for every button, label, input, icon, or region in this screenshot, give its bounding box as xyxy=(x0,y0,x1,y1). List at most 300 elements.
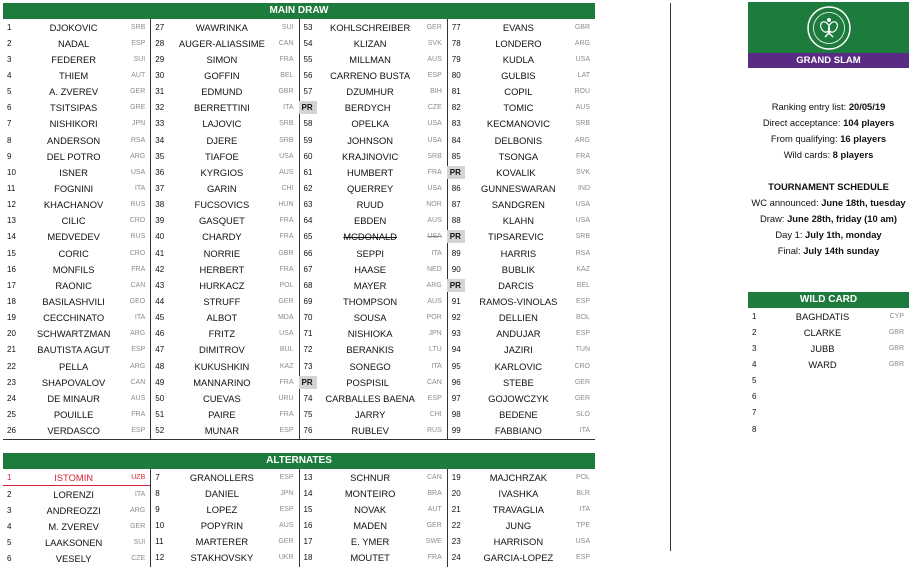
player-row xyxy=(151,84,298,100)
country-code: GER xyxy=(574,394,590,402)
seed-number: 93 xyxy=(451,329,461,339)
player-name: NISHIKORI xyxy=(49,118,98,130)
country-code: BRA xyxy=(427,489,442,497)
schedule-title: TOURNAMENT SCHEDULE xyxy=(768,181,889,192)
player-name: ALBOT xyxy=(206,312,238,324)
seed-number: 17 xyxy=(303,537,313,547)
player-row xyxy=(448,180,595,196)
player-name: DJERE xyxy=(206,134,238,146)
player-row xyxy=(3,197,150,213)
player-name: TRAVAGLIA xyxy=(492,503,544,515)
wc-announced-line: WC announced: June 18th, tuesday xyxy=(751,197,906,209)
player-row xyxy=(448,293,595,309)
country-code: FRA xyxy=(279,233,294,241)
seed-number: 78 xyxy=(451,38,461,48)
player-name: DARCIS xyxy=(498,279,534,291)
grand-slam-banner: GRAND SLAM xyxy=(748,53,909,68)
country-code: ROU xyxy=(574,88,590,96)
seed-number: 82 xyxy=(451,103,461,113)
country-code: ITA xyxy=(134,490,146,498)
seed-number: 18 xyxy=(7,296,16,306)
seed-number: 69 xyxy=(303,296,313,306)
player-name: ANDREOZZI xyxy=(46,504,101,516)
wildcards-line: Wild cards: 8 players xyxy=(783,149,874,161)
seed-number: 71 xyxy=(303,329,313,339)
seed-number: 8 xyxy=(7,135,12,145)
country-code: CAN xyxy=(130,378,146,386)
country-code: AUS xyxy=(427,55,442,63)
country-code: NED xyxy=(426,265,442,273)
country-code: HUN xyxy=(278,201,294,209)
player-row xyxy=(300,229,447,245)
player-name: THIEM xyxy=(59,69,89,81)
player-row xyxy=(300,35,447,51)
player-name: QUERREY xyxy=(346,182,394,194)
seed-number: 39 xyxy=(155,216,165,226)
country-code: ARG xyxy=(130,362,146,370)
country-code: USA xyxy=(575,217,590,225)
seed-number: 22 xyxy=(451,520,461,530)
seed-number: 19 xyxy=(451,472,461,482)
player-name: TIAFOE xyxy=(204,150,239,162)
player-name: TSONGA xyxy=(498,150,539,162)
country-code: FRA xyxy=(279,265,294,273)
country-code: CRO xyxy=(574,362,590,370)
player-row xyxy=(300,164,447,180)
country-code: BEL xyxy=(280,71,294,79)
player-row xyxy=(151,261,298,277)
player-row xyxy=(300,406,447,422)
seed-number: 87 xyxy=(451,200,461,210)
player-name: M. ZVEREV xyxy=(48,520,99,532)
country-code: TPE xyxy=(576,521,590,529)
player-name: GOFFIN xyxy=(204,69,240,81)
seed-number: 88 xyxy=(451,216,461,226)
country-code: GER xyxy=(426,23,442,31)
country-code: ESP xyxy=(279,473,294,481)
country-code: SVK xyxy=(427,39,442,47)
player-name: GRANOLLERS xyxy=(189,471,254,483)
seed-number: 21 xyxy=(451,504,461,514)
country-code: CAN xyxy=(278,39,294,47)
seed-number: 31 xyxy=(155,87,165,97)
player-name: NOVAK xyxy=(354,503,387,515)
country-code: CAN xyxy=(426,473,442,481)
player-row xyxy=(151,342,298,358)
player-row xyxy=(151,550,298,566)
seed-number: 68 xyxy=(303,280,313,290)
player-row xyxy=(151,51,298,67)
country-code: USA xyxy=(427,233,442,241)
player-row xyxy=(151,534,298,550)
country-code: BOL xyxy=(575,314,590,322)
player-row xyxy=(3,180,150,196)
wimbledon-logo-icon xyxy=(806,5,852,51)
player-row xyxy=(151,197,298,213)
player-name: LAJOVIC xyxy=(202,118,242,130)
player-name: COPIL xyxy=(504,86,533,98)
country-code: FRA xyxy=(279,378,294,386)
seed-number: 3 xyxy=(752,343,757,353)
seed-number: PR xyxy=(447,230,465,243)
player-row xyxy=(300,51,447,67)
draw-column xyxy=(300,19,448,439)
seed-number: 11 xyxy=(155,537,164,547)
player-name: RAMOS-VINOLAS xyxy=(479,295,558,307)
country-code: GER xyxy=(574,378,590,386)
player-name: LONDERO xyxy=(495,37,542,49)
player-name: JOHNSON xyxy=(347,134,394,146)
player-row xyxy=(3,551,150,567)
player-row xyxy=(748,373,909,389)
player-row xyxy=(3,423,150,439)
player-row xyxy=(748,356,909,372)
seed-number: 7 xyxy=(155,472,160,482)
player-name: DANIEL xyxy=(204,487,239,499)
player-name: KLAHN xyxy=(502,215,534,227)
player-name: DEL POTRO xyxy=(46,150,101,162)
player-name: CHARDY xyxy=(202,231,242,243)
player-row xyxy=(151,423,298,439)
country-code: AUT xyxy=(131,71,146,79)
country-code: USA xyxy=(427,136,442,144)
player-row xyxy=(300,423,447,439)
seed-number: 61 xyxy=(303,167,313,177)
seed-number: 17 xyxy=(7,280,16,290)
country-code: USA xyxy=(130,168,146,176)
country-code: MDA xyxy=(277,314,294,322)
seed-number: 15 xyxy=(7,248,16,258)
country-code: FRA xyxy=(279,55,294,63)
player-row xyxy=(300,390,447,406)
seed-number: 6 xyxy=(752,392,757,402)
player-row xyxy=(748,389,909,405)
seed-number: 65 xyxy=(303,232,313,242)
player-row xyxy=(448,261,595,277)
player-row xyxy=(300,245,447,261)
country-code: ITA xyxy=(579,505,590,513)
alternates-column xyxy=(448,469,595,567)
country-code: CRO xyxy=(129,217,146,225)
player-row xyxy=(300,326,447,342)
seed-number: 9 xyxy=(7,151,12,161)
seed-number: 8 xyxy=(155,488,160,498)
player-row xyxy=(448,100,595,116)
seed-number: 12 xyxy=(155,553,165,563)
seed-number: 15 xyxy=(303,504,313,514)
player-name: SANDGREN xyxy=(491,199,545,211)
seed-number: 77 xyxy=(451,22,461,32)
country-code: ESP xyxy=(575,330,590,338)
player-row xyxy=(151,213,298,229)
player-name: NISHIOKA xyxy=(347,328,393,340)
country-code: CZE xyxy=(131,555,146,563)
player-name: EDMUND xyxy=(201,86,243,98)
player-row xyxy=(151,310,298,326)
player-name: POPYRIN xyxy=(200,519,243,531)
player-name: DIMITROV xyxy=(198,344,245,356)
player-row xyxy=(448,116,595,132)
country-code: SRB xyxy=(575,233,590,241)
country-code: ARG xyxy=(130,152,146,160)
seed-number: 48 xyxy=(155,361,165,371)
country-code: SUI xyxy=(133,539,146,547)
seed-number: 59 xyxy=(303,135,313,145)
player-row xyxy=(300,310,447,326)
seed-number: 8 xyxy=(752,424,757,434)
country-code: GBR xyxy=(888,328,904,336)
player-name: JARRY xyxy=(354,408,386,420)
player-row xyxy=(3,374,150,390)
seed-number: 50 xyxy=(155,393,165,403)
seed-number: 25 xyxy=(7,409,16,419)
country-code: BUL xyxy=(279,346,294,354)
player-row xyxy=(151,180,298,196)
seed-number: 64 xyxy=(303,216,313,226)
player-name: MONFILS xyxy=(52,263,95,275)
player-row xyxy=(151,358,298,374)
player-row xyxy=(448,67,595,83)
country-code: ESP xyxy=(131,39,146,47)
country-code: USA xyxy=(575,538,590,546)
player-row xyxy=(3,310,150,326)
alternates-header: ALTERNATES xyxy=(3,453,595,469)
alternates-table xyxy=(3,469,595,567)
player-row xyxy=(3,293,150,309)
seed-number: PR xyxy=(447,279,465,292)
country-code: AUS xyxy=(279,521,294,529)
player-row xyxy=(300,148,447,164)
player-name: EVANS xyxy=(502,21,534,33)
player-name: PAIRE xyxy=(208,408,236,420)
player-name: GASQUET xyxy=(198,215,245,227)
seed-number: 7 xyxy=(7,119,12,129)
player-name: FUCSOVICS xyxy=(194,199,250,211)
player-row xyxy=(448,164,595,180)
seed-number: 80 xyxy=(451,70,461,80)
country-code: AUS xyxy=(427,217,442,225)
player-row xyxy=(300,485,447,501)
seed-number: 4 xyxy=(7,521,12,531)
player-name: BAUTISTA AGUT xyxy=(37,344,110,356)
player-name: ANDERSON xyxy=(47,134,101,146)
player-row xyxy=(3,229,150,245)
country-code: FRA xyxy=(279,410,294,418)
player-name: SHAPOVALOV xyxy=(41,376,106,388)
country-code: CZE xyxy=(427,104,442,112)
player-row xyxy=(448,19,595,35)
country-code: POR xyxy=(426,314,442,322)
player-row xyxy=(300,517,447,533)
player-name: WAWRINKA xyxy=(195,21,248,33)
country-code: GRE xyxy=(130,104,146,112)
country-code: UKR xyxy=(278,554,294,562)
player-name: SONEGO xyxy=(349,360,391,372)
player-row xyxy=(300,277,447,293)
player-name: KYRGIOS xyxy=(200,166,244,178)
player-row xyxy=(3,342,150,358)
player-row xyxy=(151,116,298,132)
player-name: VESELY xyxy=(55,553,92,565)
country-code: POL xyxy=(279,281,294,289)
player-row xyxy=(151,35,298,51)
seed-number: 66 xyxy=(303,248,313,258)
seed-number: 13 xyxy=(303,472,313,482)
player-row xyxy=(3,100,150,116)
seed-number: 4 xyxy=(752,359,757,369)
player-row xyxy=(151,245,298,261)
seed-number: 5 xyxy=(752,376,757,386)
seed-number: 7 xyxy=(752,408,757,418)
player-name: POSPISIL xyxy=(346,376,389,388)
player-row xyxy=(300,67,447,83)
seed-number: 37 xyxy=(155,183,165,193)
player-name: KRAJINOVIC xyxy=(341,150,399,162)
player-row xyxy=(3,213,150,229)
player-row xyxy=(3,486,150,502)
player-name: STRUFF xyxy=(203,295,241,307)
player-row xyxy=(3,35,150,51)
seed-number: 10 xyxy=(7,167,16,177)
player-name: FOGNINI xyxy=(54,182,94,194)
player-row xyxy=(3,116,150,132)
player-row xyxy=(300,534,447,550)
player-name: RUUD xyxy=(356,199,384,211)
player-row xyxy=(448,550,595,566)
seed-number: 14 xyxy=(303,488,313,498)
player-name: BAGHDATIS xyxy=(795,310,850,322)
country-code: ARG xyxy=(574,136,590,144)
seed-number: 26 xyxy=(7,426,16,436)
player-row xyxy=(3,51,150,67)
seed-number: 18 xyxy=(303,553,313,563)
country-code: ESP xyxy=(279,505,294,513)
player-name: TOMIC xyxy=(503,102,534,114)
seed-number: 55 xyxy=(303,54,313,64)
country-code: ESP xyxy=(575,297,590,305)
seed-number: 41 xyxy=(155,248,165,258)
country-code: GBR xyxy=(888,344,904,352)
seed-number: 4 xyxy=(7,70,12,80)
player-name: MOUTET xyxy=(350,552,390,564)
player-name: KLIZAN xyxy=(353,37,387,49)
seed-number: 54 xyxy=(303,38,313,48)
seed-number: 57 xyxy=(303,87,313,97)
seed-number: 83 xyxy=(451,119,461,129)
seed-number: 9 xyxy=(155,504,160,514)
seed-number: 16 xyxy=(7,264,16,274)
player-name: AUGER-ALIASSIME xyxy=(178,37,265,49)
player-row xyxy=(300,213,447,229)
player-name: HARRIS xyxy=(500,247,537,259)
seed-number: 72 xyxy=(303,345,313,355)
player-name: GOJOWCZYK xyxy=(488,392,549,404)
player-name: CUEVAS xyxy=(202,392,241,404)
country-code: LTU xyxy=(429,346,442,354)
player-row xyxy=(151,485,298,501)
player-row xyxy=(448,485,595,501)
country-code: ESP xyxy=(279,427,294,435)
seed-number: 52 xyxy=(155,426,165,436)
seed-number: 94 xyxy=(451,345,461,355)
country-code: ESP xyxy=(131,427,146,435)
player-name: JAZIRI xyxy=(504,344,533,356)
player-name: DJOKOVIC xyxy=(49,21,98,33)
country-code: ITA xyxy=(579,427,590,435)
player-name: TIPSAREVIC xyxy=(488,231,544,243)
country-code: ARG xyxy=(574,39,590,47)
country-code: AUS xyxy=(279,168,294,176)
seed-number: 45 xyxy=(155,313,165,323)
player-name: GARCIA-LOPEZ xyxy=(483,552,554,564)
player-name: JUBB xyxy=(810,342,835,354)
player-name: DZUMHUR xyxy=(346,86,394,98)
seed-number: 3 xyxy=(7,505,12,515)
country-code: FRA xyxy=(427,168,442,176)
seed-number: 70 xyxy=(303,313,313,323)
player-name: DELBONIS xyxy=(494,134,543,146)
country-code: AUS xyxy=(427,297,442,305)
country-code: RUS xyxy=(426,427,442,435)
player-name: RAONIC xyxy=(55,279,92,291)
seed-number: 47 xyxy=(155,345,165,355)
seed-number: 63 xyxy=(303,200,313,210)
divider xyxy=(670,3,671,551)
player-name: NORRIE xyxy=(203,247,241,259)
entry-info xyxy=(748,99,909,163)
player-row xyxy=(300,116,447,132)
seed-number: 99 xyxy=(451,426,461,436)
draw-column xyxy=(151,19,299,439)
seed-number: 21 xyxy=(7,345,16,355)
player-name: DE MINAUR xyxy=(47,392,100,404)
player-name: LAAKSONEN xyxy=(44,537,103,549)
player-row xyxy=(300,197,447,213)
player-row xyxy=(151,164,298,180)
country-code: UZB xyxy=(131,473,146,481)
qualifying-line: From qualifying: 16 players xyxy=(770,133,887,145)
seed-number: 60 xyxy=(303,151,313,161)
draw-line: Draw: June 28th, friday (10 am) xyxy=(759,213,898,225)
player-row xyxy=(448,326,595,342)
player-name: CARRENO BUSTA xyxy=(330,69,411,81)
country-code: ITA xyxy=(431,249,442,257)
seed-number: 20 xyxy=(7,329,16,339)
player-row xyxy=(3,502,150,518)
player-name: KUDLA xyxy=(502,53,534,65)
seed-number: 35 xyxy=(155,151,165,161)
player-row xyxy=(151,100,298,116)
player-name: BASILASHVILI xyxy=(42,295,105,307)
player-row xyxy=(300,84,447,100)
player-row xyxy=(3,358,150,374)
seed-number: 53 xyxy=(303,22,313,32)
country-code: GBR xyxy=(574,23,590,31)
player-name: HARRISON xyxy=(493,536,544,548)
seed-number: 2 xyxy=(752,327,757,337)
main-draw-table xyxy=(3,19,595,440)
country-code: CYP xyxy=(889,312,904,320)
player-row xyxy=(151,277,298,293)
country-code: KAZ xyxy=(279,362,294,370)
country-code: BLR xyxy=(576,489,590,497)
player-row xyxy=(300,100,447,116)
player-name: MANNARINO xyxy=(193,376,251,388)
country-code: ARG xyxy=(130,506,146,514)
player-row xyxy=(448,35,595,51)
country-code: ITA xyxy=(283,104,294,112)
country-code: FRA xyxy=(576,152,590,160)
